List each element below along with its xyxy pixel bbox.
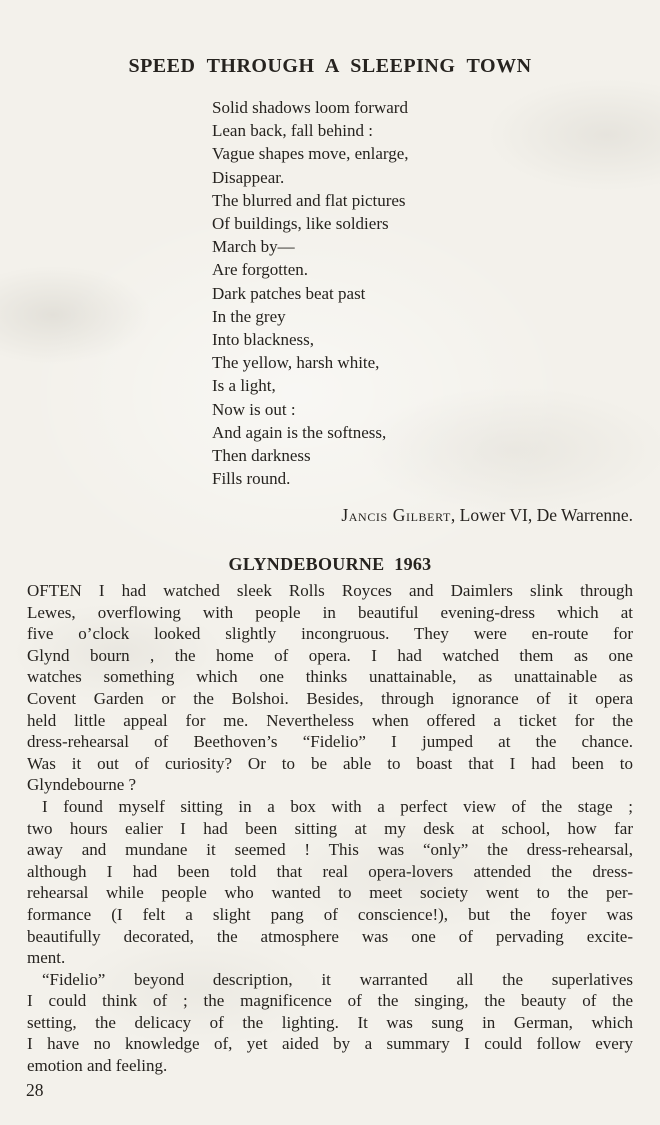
text-line: OFTEN I had watched sleek Rolls Royces and Daimlers slink through [27, 581, 633, 600]
poem-line: Vague shapes move, enlarge, [212, 144, 409, 164]
text-line: beautifully decorated, the atmosphere was one of pervading excite- [27, 926, 633, 946]
poem-line: Is a light, [212, 376, 276, 396]
poem-line: Solid shadows loom forward [212, 98, 408, 117]
poem-line: And again is the softness, [212, 422, 387, 442]
poem-line: Lean back, fall behind : [212, 121, 373, 141]
text-line: “Fidelio” beyond description, it warranted all the superlatives [42, 969, 633, 989]
poem-line: Dark patches beat past [212, 283, 366, 303]
text-line: dress-rehearsal of Beethoven’s “Fidelio” I jumped at the chance. [27, 732, 633, 752]
essay-paragraph-3 [27, 969, 633, 1077]
text-line: two hours ealier I had been sitting at my desk at school, how far [27, 818, 633, 838]
essay-paragraph-2 [27, 796, 633, 969]
poem-line: Then darkness [212, 446, 311, 466]
poem-attribution [27, 505, 633, 526]
text-line: Was it out of curiosity? Or to be able to boast that I had been to [27, 753, 633, 773]
text-line: setting, the delicacy of the lighting. It was sung in German, which [27, 1012, 633, 1032]
poem-line: Of buildings, like soldiers [212, 214, 389, 234]
text-line: rehearsal while people who wanted to meet society went to the per- [27, 883, 633, 903]
text-line: I have no knowledge of, yet aided by a summary I could follow every [27, 1034, 633, 1054]
text-line: Covent Garden or the Bolshoi. Besides, through ignorance of it opera [27, 688, 633, 708]
text-line: emotion and feeling. [27, 1056, 168, 1076]
poem-line: The blurred and flat pictures [212, 190, 406, 210]
text-line: although I had been told that real opera-lovers attended the dress- [27, 861, 633, 881]
poem-line: Are forgotten. [212, 260, 308, 280]
poem [212, 96, 409, 490]
poem-line: The yellow, harsh white, [212, 353, 380, 373]
essay-body [27, 580, 633, 1077]
text-line: ment. [27, 948, 66, 968]
text-line: Lewes, overflowing with people in beautiful evening-dress which at [27, 602, 633, 622]
essay-title: GLYNDEBOURNE 1963 [228, 554, 432, 574]
attribution-rest: , Lower VI, De Warrenne. [450, 505, 633, 525]
poem-line: Now is out : [212, 399, 296, 419]
text-line: I found myself sitting in a box with a perfect view of the stage ; [42, 796, 633, 816]
poem-line: Into blackness, [212, 330, 314, 350]
text-line: away and mundane it seemed ! This was “only” the dress-rehearsal, [27, 840, 633, 860]
poem-line: In the grey [212, 306, 286, 326]
text-line: Glyndebourne ? [27, 775, 137, 795]
poem-title: SPEED THROUGH A SLEEPING TOWN [128, 55, 532, 77]
text-line: I could think of ; the magnificence of the singing, the beauty of the [27, 991, 633, 1011]
poem-line: Disappear. [212, 167, 285, 187]
page-number: 28 [26, 1080, 44, 1100]
text-line: five o’clock looked slightly incongruous. They were en-route for [27, 624, 633, 644]
text-line: formance (I felt a slight pang of conscience!), but the foyer was [27, 904, 633, 924]
essay-paragraph-1 [27, 580, 633, 796]
text-line: watches something which one thinks unattainable, as unattainable as [27, 667, 633, 687]
attribution-name: Jancis Gilbert [341, 505, 451, 525]
text-line: Glynd bourn , the home of opera. I had watched them as one [27, 645, 633, 665]
poem-line: Fills round. [212, 469, 291, 489]
poem-line: March by— [212, 237, 295, 257]
text-line: held little appeal for me. Nevertheless when offered a ticket for the [27, 710, 633, 730]
